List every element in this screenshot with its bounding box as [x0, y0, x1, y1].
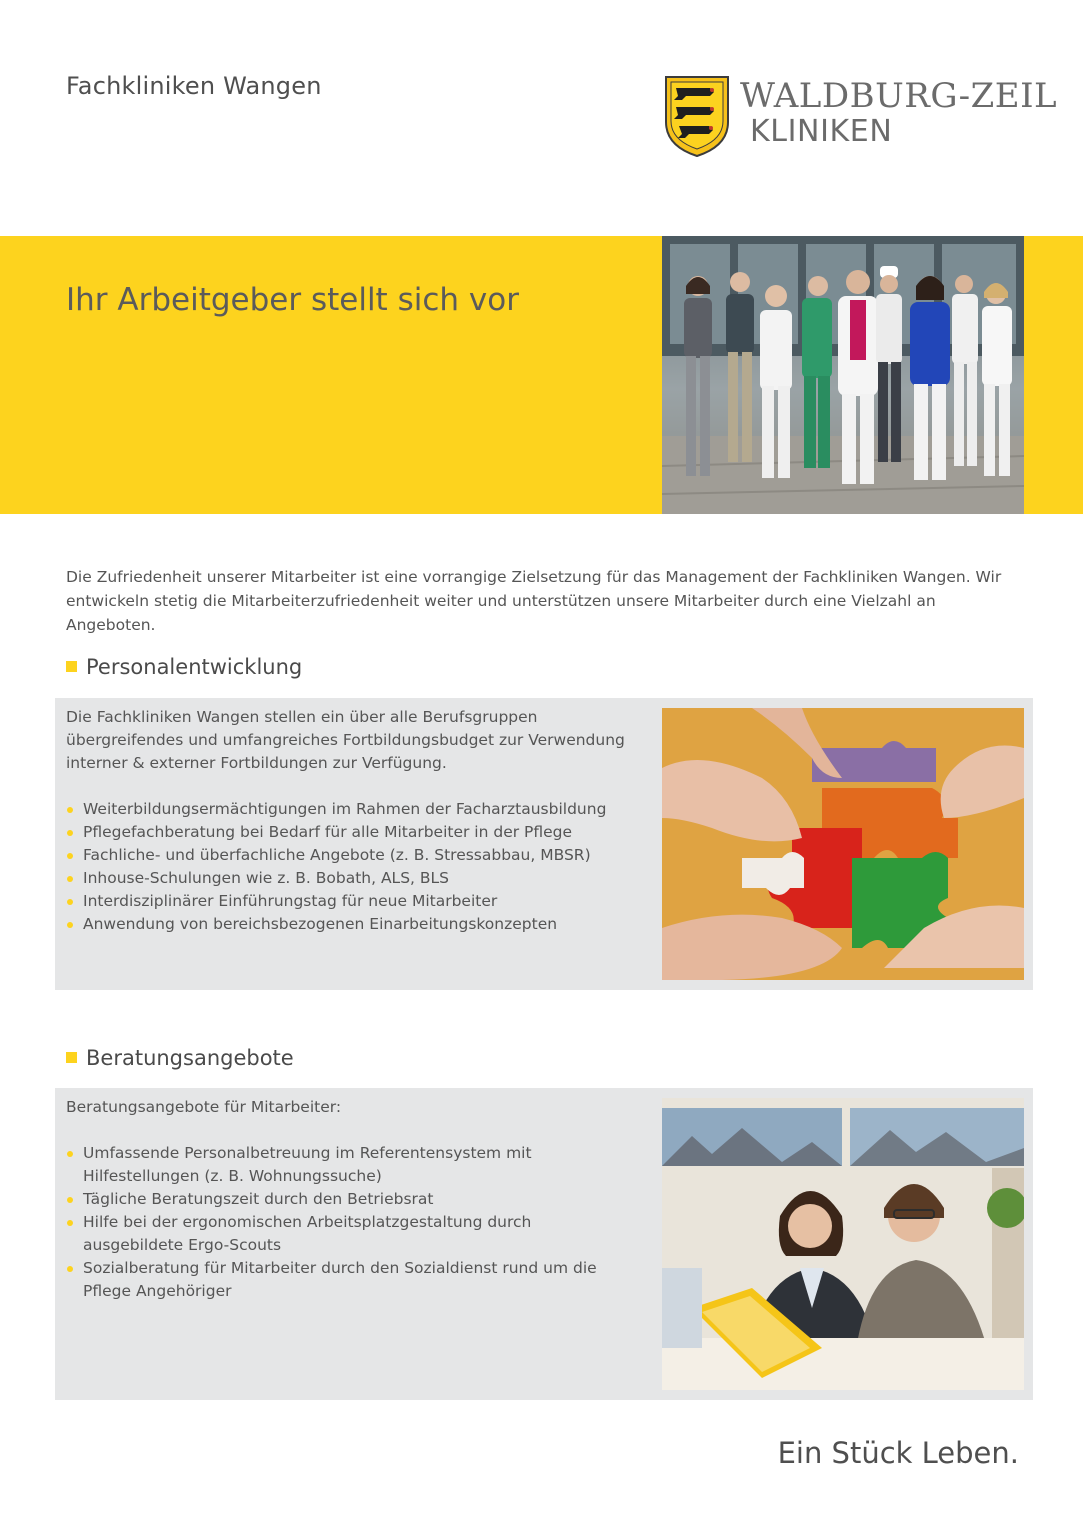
list-item: Fachliche- und überfachliche Angebote (z. B. Stressabbau, MBSR) [66, 844, 626, 867]
hero-title: Ihr Arbeitgeber stellt sich vor [66, 282, 519, 318]
bullet-dot-icon [67, 922, 73, 928]
counseling-photo [662, 1098, 1024, 1390]
bullet-list [66, 1142, 626, 1303]
bullet-dot-icon [67, 1266, 73, 1272]
panel-intro-text: Die Fachkliniken Wangen stellen ein über alle Berufsgruppen übergreifendes und umfangreiches Fortbildungsbudget zur Verwendung interner & externer Fortbildungen zur Verfügung. [66, 708, 625, 772]
intro-paragraph: Die Zufriedenheit unserer Mitarbeiter ist eine vorrangige Zielsetzung für das Management der Fachkliniken Wangen. Wir entwickeln stetig die Mitarbeiterzufriedenheit weiter und unterstützen unsere Mitarbeiter durch eine Vielzahl an Angeboten. [66, 568, 1002, 634]
bullet-dot-icon [67, 1220, 73, 1226]
list-item: Umfassende Personalbetreuung im Referentensystem mit Hilfestellungen (z. B. Wohnungssuche) [66, 1142, 626, 1188]
list-item: Sozialberatung für Mitarbeiter durch den Sozialdienst rund um die Pflege Angehöriger [66, 1257, 626, 1303]
bullet-square-icon [66, 661, 77, 672]
panel-personalentwicklung [55, 698, 1033, 990]
bullet-dot-icon [67, 853, 73, 859]
panel-text [66, 1096, 626, 1303]
bullet-dot-icon [67, 899, 73, 905]
list-item: Hilfe bei der ergonomischen Arbeitsplatzgestaltung durch ausgebildete Ergo-Scouts [66, 1211, 626, 1257]
logo-wordmark-line2: KLINIKEN [750, 114, 893, 149]
bullet-list [66, 798, 626, 936]
section-heading-label: Personalentwicklung [86, 655, 303, 679]
footer-slogan: Ein Stück Leben. [777, 1436, 1019, 1470]
puzzle-photo [662, 708, 1024, 980]
panel-intro-text: Beratungsangebote für Mitarbeiter: [66, 1098, 342, 1116]
clinic-name: Fachkliniken Wangen [66, 72, 322, 100]
bullet-dot-icon [67, 876, 73, 882]
logo-wordmark-line1: WALDBURG-ZEIL [740, 76, 1058, 116]
bullet-dot-icon [67, 807, 73, 813]
section-heading-personalentwicklung [66, 655, 302, 679]
waldburg-zeil-logo[interactable] [662, 74, 1058, 158]
bullet-dot-icon [67, 830, 73, 836]
list-item: Tägliche Beratungszeit durch den Betriebsrat [66, 1188, 626, 1211]
hero-photo-staff-group [662, 236, 1024, 514]
coat-of-arms-icon [662, 74, 732, 158]
list-item: Weiterbildungsermächtigungen im Rahmen der Facharztausbildung [66, 798, 626, 821]
list-item: Interdisziplinärer Einführungstag für neue Mitarbeiter [66, 890, 626, 913]
list-item: Inhouse-Schulungen wie z. B. Bobath, ALS, BLS [66, 867, 626, 890]
bullet-dot-icon [67, 1197, 73, 1203]
list-item: Anwendung von bereichsbezogenen Einarbeitungskonzepten [66, 913, 626, 936]
bullet-square-icon [66, 1052, 77, 1063]
panel-text [66, 706, 626, 936]
section-heading-beratungsangebote [66, 1046, 294, 1070]
panel-beratungsangebote [55, 1088, 1033, 1400]
section-heading-label: Beratungsangebote [86, 1046, 294, 1070]
bullet-dot-icon [67, 1151, 73, 1157]
list-item: Pflegefachberatung bei Bedarf für alle Mitarbeiter in der Pflege [66, 821, 626, 844]
